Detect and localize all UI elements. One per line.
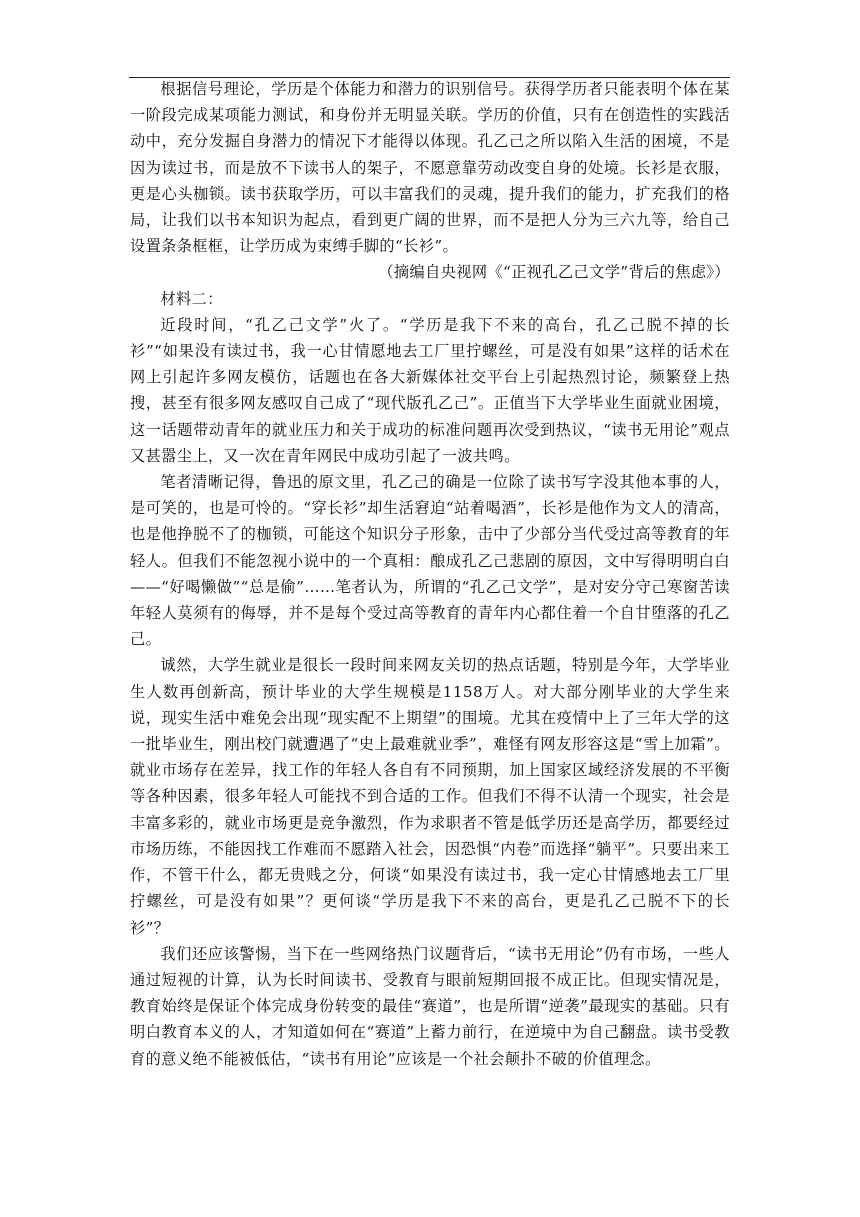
paragraph-3: 笔者清晰记得，鲁迅的原文里，孔乙己的确是一位除了读书写字没其他本事的人，是可笑的，也是可怜的。“穿长衫”却生活窘迫“站着喝酒”，长衫是他作为文人的清高，也是他挣脱不了的枷锁，可能这个知识分子形象，击中了少部分当代受过高等教育的年轻人。但我们不能忽视小说中的一个真相：酿成孔乙己悲剧的原因，文中写得明明白白——“好喝懒做”“总是偷”……笔者认为，所谓的“孔乙己文学”，是对安分守己寒窗苦读年轻人莫须有的侮辱，并不是每个受过高等教育的青年内心都住着一个自甘堕落的孔乙己。 xyxy=(130,473,730,649)
material-2-heading: 材料二： xyxy=(160,289,223,308)
source-citation: （摘编自央视网《“正视孔乙己文学”背后的焦虑》） xyxy=(378,263,730,282)
paragraph-1: 根据信号理论，学历是个体能力和潜力的识别信号。获得学历者只能表明个体在某一阶段完成某项能力测试，和身份并无明显关联。学历的价值，只有在创造性的实践活动中，充分发掘自身潜力的情况下才能得以体现。孔乙己之所以陷入生活的困境，不是因为读过书，而是放不下读书人的架子，不愿意靠劳动改变自身的处境。长衫是衣服，更是心头枷锁。读书获取学历，可以丰富我们的灵魂，提升我们的能力，扩充我们的格局，让我们以书本知识为起点，看到更广阔的世界，而不是把人分为三六九等，给自己设置条条框框，让学历成为束缚手脚的“长衫”。 xyxy=(130,80,730,256)
paragraph-2: 近段时间，“孔乙己文学”火了。“学历是我下不来的高台，孔乙己脱不掉的长衫”“如果没有读过书，我一心甘情愿地去工厂里拧螺丝，可是没有如果”这样的话术在网上引起许多网友模仿，话题也在各大新媒体社交平台上引起热烈讨论，频繁登上热搜，甚至有很多网友感叹自己成了“现代版孔乙己”。正值当下大学毕业生面就业困境，这一话题带动青年的就业压力和关于成功的标准问题再次受到热议，“读书无用论”观点又甚嚣尘上，又一次在青年网民中成功引起了一波共鸣。 xyxy=(130,315,730,465)
paragraph-5: 我们还应该警惕，当下在一些网络热门议题背后，“读书无用论”仍有市场，一些人通过短视的计算，认为长时间读书、受教育与眼前短期回报不成正比。但现实情况是，教育始终是保证个体完成身份转变的最佳“赛道”，也是所谓“逆袭”最现实的基础。只有明白教育本义的人，才知道如何在“赛道”上蓄力前行，在逆境中为自己翻盘。读书受教育的意义绝不能被低估，“读书有用论”应该是一个社会颠扑不破的价值理念。 xyxy=(130,944,730,1068)
article-body xyxy=(130,76,730,1072)
paragraph-4: 诚然，大学生就业是很长一段时间来网友关切的热点话题，特别是今年，大学毕业生人数再创新高，预计毕业的大学生规模是1158万人。对大部分刚毕业的大学生来说，现实生活中难免会出现“现实配不上期望”的围境。尤其在疫情中上了三年大学的这一批毕业生，刚出校门就遭遇了“史上最难就业季”，难怪有网友形容这是“雪上加霜”。就业市场存在差异，找工作的年轻人各自有不同预期，加上国家区域经济发展的不平衡等各种因素，很多年轻人可能找不到合适的工作。但我们不得不认清一个现实，社会是丰富多彩的，就业市场更是竞争激烈，作为求职者不管是低学历还是高学历，都要经过市场历练，不能因找工作难而不愿踏入社会，因恐惧“内卷”而选择“躺平”。只要出来工作，不管干什么，都无贵贱之分，何谈“如果没有读过书，我一定心甘情感地去工厂里拧螺丝，可是没有如果”？更何谈“学历是我下不来的高台，更是孔乙己脱不下的长衫”？ xyxy=(130,656,730,937)
